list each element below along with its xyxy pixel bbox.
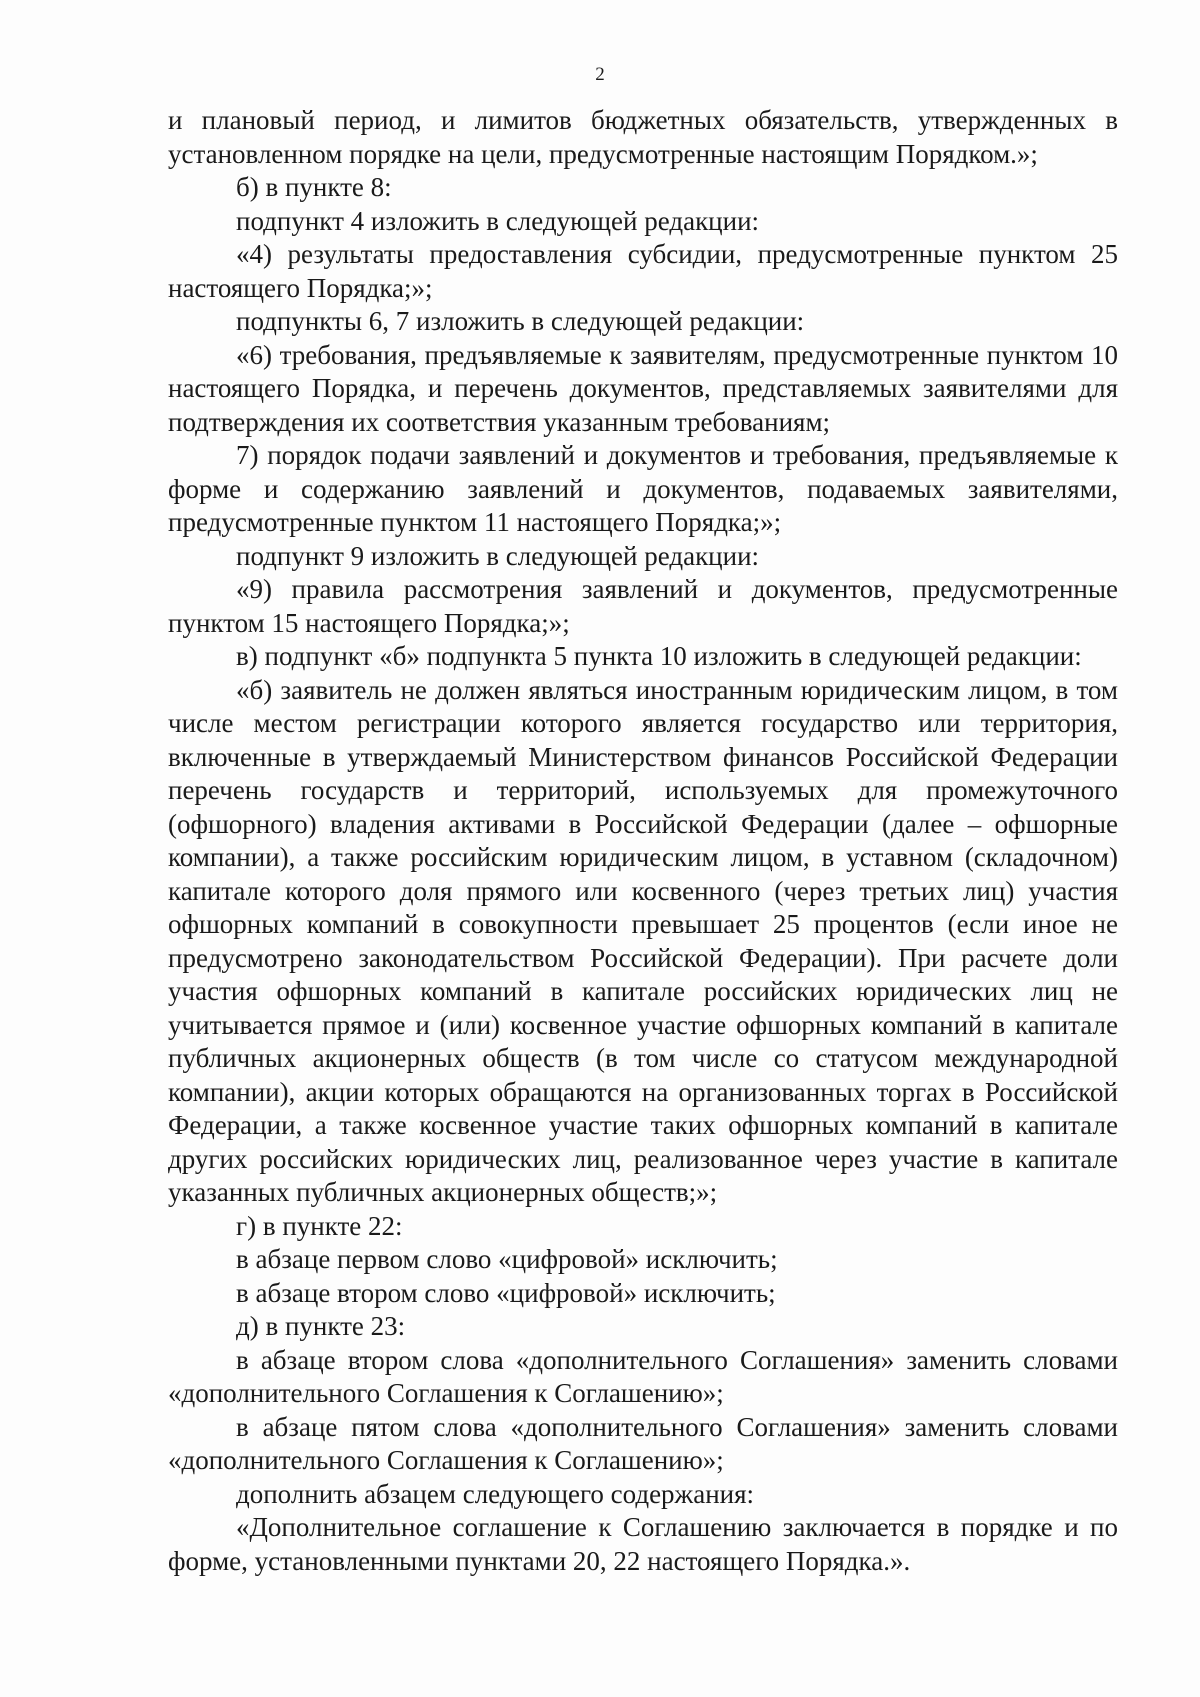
paragraph: 7) порядок подачи заявлений и документов и требования, предъявляемые к форме и содержанию заявлений и документов, подаваемых заявителями, предусмотренные пунктом 11 настоящего Порядка;»; xyxy=(168,440,1118,537)
document-body xyxy=(168,104,1118,1578)
paragraph: «Дополнительное соглашение к Соглашению заключается в порядке и по форме, установленными пунктами 20, 22 настоящего Порядка.». xyxy=(168,1512,1118,1576)
paragraph: и плановый период, и лимитов бюджетных обязательств, утвержденных в установленном порядке на цели, предусмотренные настоящим Порядком.»; xyxy=(168,105,1118,169)
page-number: 2 xyxy=(595,64,605,85)
paragraph: подпункт 4 изложить в следующей редакции: xyxy=(236,205,760,236)
paragraph: д) в пункте 23: xyxy=(236,1311,406,1341)
paragraph: в) подпункт «б» подпункта 5 пункта 10 изложить в следующей редакции: xyxy=(236,641,1082,671)
paragraph: в абзаце пятом слова «дополнительного Соглашения» заменить словами «дополнительного Соглашения к Соглашению»; xyxy=(168,1411,1118,1475)
paragraph: в абзаце втором слова «дополнительного Соглашения» заменить словами «дополнительного Соглашения к Соглашению»; xyxy=(168,1344,1118,1408)
paragraph: г) в пункте 22: xyxy=(236,1210,403,1241)
paragraph: «б) заявитель не должен являться иностранным юридическим лицом, в том числе местом регистрации которого является государство или территория, включенные в утверждаемый Министерством финансов Российской Федерации перечень государств и территорий, используемых для промежуточного (офшорного) владения активами в Российской Федерации (далее – офшорные компании), а также российским юридическим лицом, в уставном (складочном) капитале которого доля прямого или косвенного (через третьих лиц) участия офшорных компаний в совокупности превышает 25 процентов (если иное не предусмотрено законодательством Российской Федерации). При расчете доли участия офшорных компаний в капитале российских юридических лиц не учитывается прямое и (или) косвенное участие офшорных компаний в капитале публичных акционерных обществ (в том числе со статусом международной компании), акции которых обращаются на организованных торгах в Российской Федерации, а также косвенное участие таких офшорных компаний в капитале других российских юридических лиц, реализованное через участие в капитале указанных публичных акционерных обществ;»; xyxy=(168,674,1118,1207)
paragraph: «9) правила рассмотрения заявлений и документов, предусмотренные пунктом 15 настоящего Порядка;»; xyxy=(168,574,1118,638)
paragraph: «4) результаты предоставления субсидии, предусмотренные пунктом 25 настоящего Порядка;»; xyxy=(168,239,1118,303)
paragraph: подпункт 9 изложить в следующей редакции: xyxy=(236,540,760,571)
paragraph: дополнить абзацем следующего содержания: xyxy=(236,1478,755,1509)
paragraph: подпункты 6, 7 изложить в следующей редакции: xyxy=(236,306,805,336)
paragraph: в абзаце втором слово «цифровой» исключить; xyxy=(236,1277,776,1308)
paragraph: б) в пункте 8: xyxy=(236,172,392,202)
paragraph: в абзаце первом слово «цифровой» исключить; xyxy=(236,1244,778,1274)
paragraph: «6) требования, предъявляемые к заявителям, предусмотренные пунктом 10 настоящего Порядка, и перечень документов, представляемых заявителями для подтверждения их соответствия указанным требованиям; xyxy=(168,339,1118,437)
